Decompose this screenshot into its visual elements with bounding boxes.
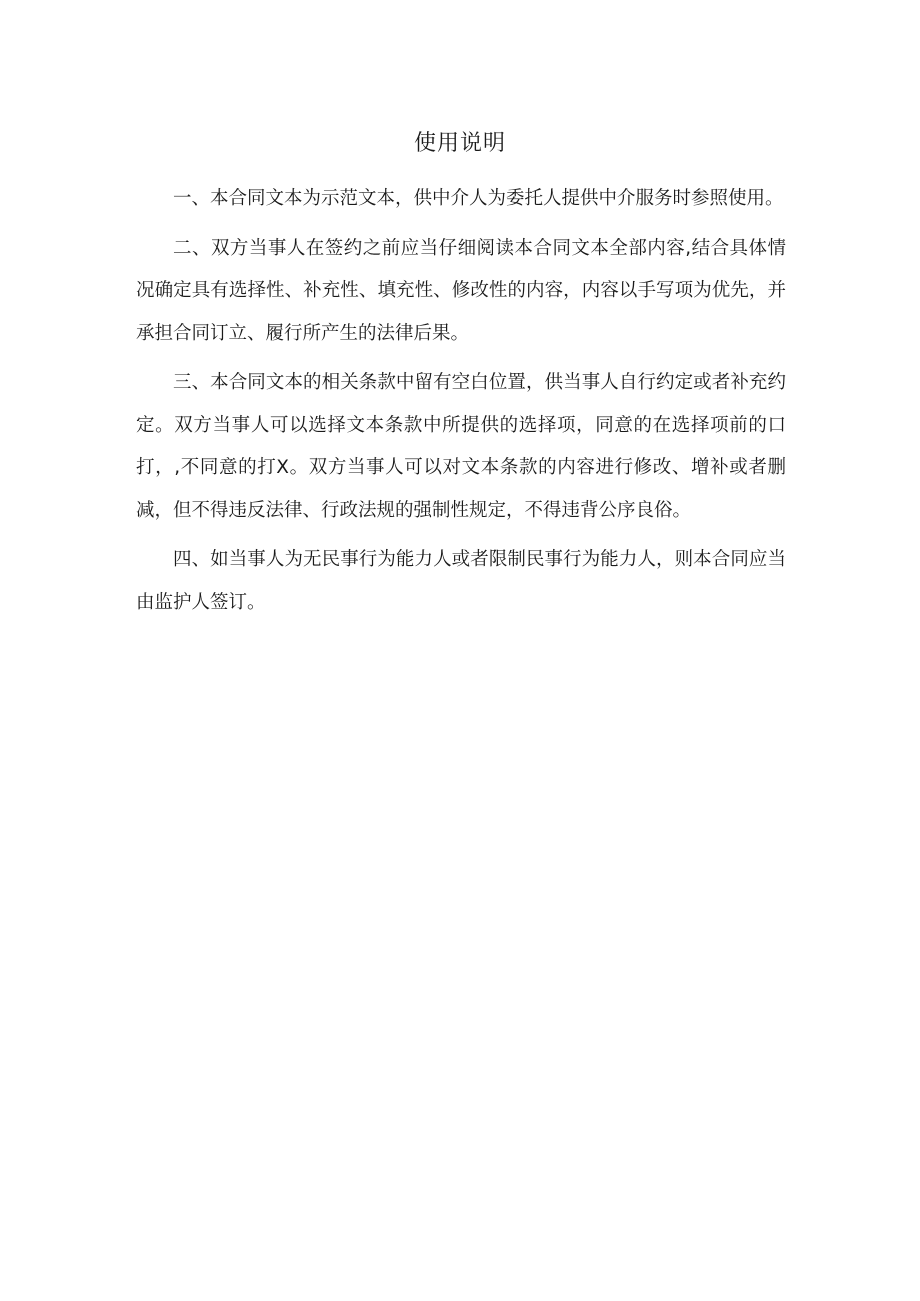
page-title: 使用说明 [413,131,506,156]
paragraph-1: 一、本合同文本为示范文本，供中介人为委托人提供中介服务时参照使用。 [173,188,784,209]
paragraph-4: 四、如当事人为无民事行为能力人或者限制民事行为能力人，则本合同应当由监护人签订。 [136,549,786,613]
paragraph-2: 二、双方当事人在签约之前应当仔细阅读本合同文本全部内容,结合具体情况确定具有选择性、补充性、填充性、修改性的内容，内容以手写项为优先，并承担合同订立、履行所产生的法律后果。 [136,237,786,344]
instructions-body [136,178,786,631]
paragraph-3: 三、本合同文本的相关条款中留有空白位置，供当事人自行约定或者补充约定。双方当事人可以选择文本条款中所提供的选择项，同意的在选择项前的口打，,不同意的打X。双方当事人可以对文本条款的内容进行修改、增补或者删减，但不得违反法律、行政法规的强制性规定，不得违背公序良俗。 [136,372,786,521]
